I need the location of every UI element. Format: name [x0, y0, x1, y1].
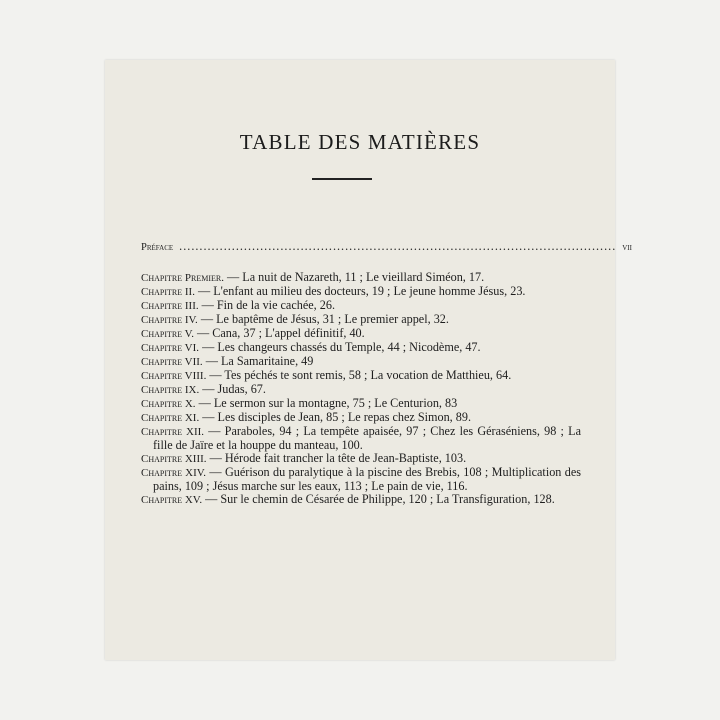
chapter-entry	[141, 493, 581, 507]
chapter-label: Chapitre XV.	[141, 494, 203, 506]
chapter-text: — Les disciples de Jean, 85 ; Le repas chez Simon, 89.	[199, 410, 472, 424]
chapter-text: — La Samaritaine, 49	[202, 354, 314, 368]
chapter-label: Chapitre XI.	[141, 412, 200, 424]
chapter-entry	[141, 383, 581, 397]
preface-label: Préface	[141, 242, 174, 253]
chapter-entry	[141, 425, 581, 452]
chapter-text: — Le baptême de Jésus, 31 ; Le premier appel, 32.	[197, 312, 449, 326]
chapter-text: — Hérode fait trancher la tête de Jean-Baptiste, 103.	[206, 451, 467, 465]
chapter-entry	[141, 313, 581, 327]
chapter-text: — Paraboles, 94 ; La tempête apaisée, 97 ; Chez les Géraséniens, 98 ; La fille de Jaïre et la houppe du manteau, 100.	[153, 424, 581, 452]
preface-page-number: vii	[622, 242, 632, 253]
chapter-text: — Tes péchés te sont remis, 58 ; La vocation de Matthieu, 64.	[206, 368, 512, 382]
chapter-label: Chapitre V.	[141, 328, 194, 340]
chapter-label: Chapitre VII.	[141, 356, 203, 368]
chapter-entry	[141, 271, 581, 285]
chapter-text: — Guérison du paralytique à la piscine des Brebis, 108 ; Multiplication des pains, 109 ; Jésus marche sur les eaux, 113 ; Le pain de vie, 116.	[153, 465, 581, 493]
chapter-label: Chapitre III.	[141, 300, 199, 312]
chapter-label: Chapitre XIV.	[141, 467, 207, 479]
chapter-text: — Le sermon sur la montagne, 75 ; Le Centurion, 83	[195, 396, 458, 410]
chapter-text: — Les changeurs chassés du Temple, 44 ; Nicodème, 47.	[199, 340, 481, 354]
chapter-entry	[141, 285, 581, 299]
book-page	[105, 60, 632, 660]
chapter-entry	[141, 452, 581, 466]
chapter-entry	[141, 355, 581, 369]
chapter-label: Chapitre IV.	[141, 314, 198, 326]
chapter-label: Chapitre VIII.	[141, 370, 207, 382]
chapter-label: Chapitre VI.	[141, 342, 200, 354]
chapter-label: Chapitre XIII.	[141, 453, 207, 465]
page-title: TABLE DES MATIÈRES	[239, 130, 481, 154]
chapter-text: — Judas, 67.	[199, 382, 266, 396]
chapter-label: Chapitre IX.	[141, 384, 200, 396]
chapter-label: Chapitre X.	[141, 398, 196, 410]
chapter-entry	[141, 299, 581, 313]
chapter-entry	[141, 411, 581, 425]
chapter-entry	[141, 466, 581, 493]
chapter-text: — L'enfant au milieu des docteurs, 19 ; Le jeune homme Jésus, 23.	[194, 284, 526, 298]
chapter-entry	[141, 369, 581, 383]
chapter-entry	[141, 341, 581, 355]
chapter-label: Chapitre XII.	[141, 426, 205, 438]
chapter-entry	[141, 327, 581, 341]
title-rule	[312, 178, 372, 180]
chapter-text: — Sur le chemin de Césarée de Philippe, 120 ; La Transfiguration, 128.	[202, 492, 555, 506]
chapter-entry	[141, 397, 581, 411]
chapter-label: Chapitre II.	[141, 286, 195, 298]
chapter-text: — Fin de la vie cachée, 26.	[198, 298, 335, 312]
leader-dots: ............................................................................................................	[179, 239, 617, 253]
chapter-text: — La nuit de Nazareth, 11 ; Le vieillard Siméon, 17.	[223, 270, 485, 284]
table-of-contents	[141, 239, 632, 507]
chapter-text: — Cana, 37 ; L'appel définitif, 40.	[193, 326, 365, 340]
preface-entry	[141, 239, 632, 254]
chapter-label: Chapitre Premier.	[141, 272, 224, 284]
